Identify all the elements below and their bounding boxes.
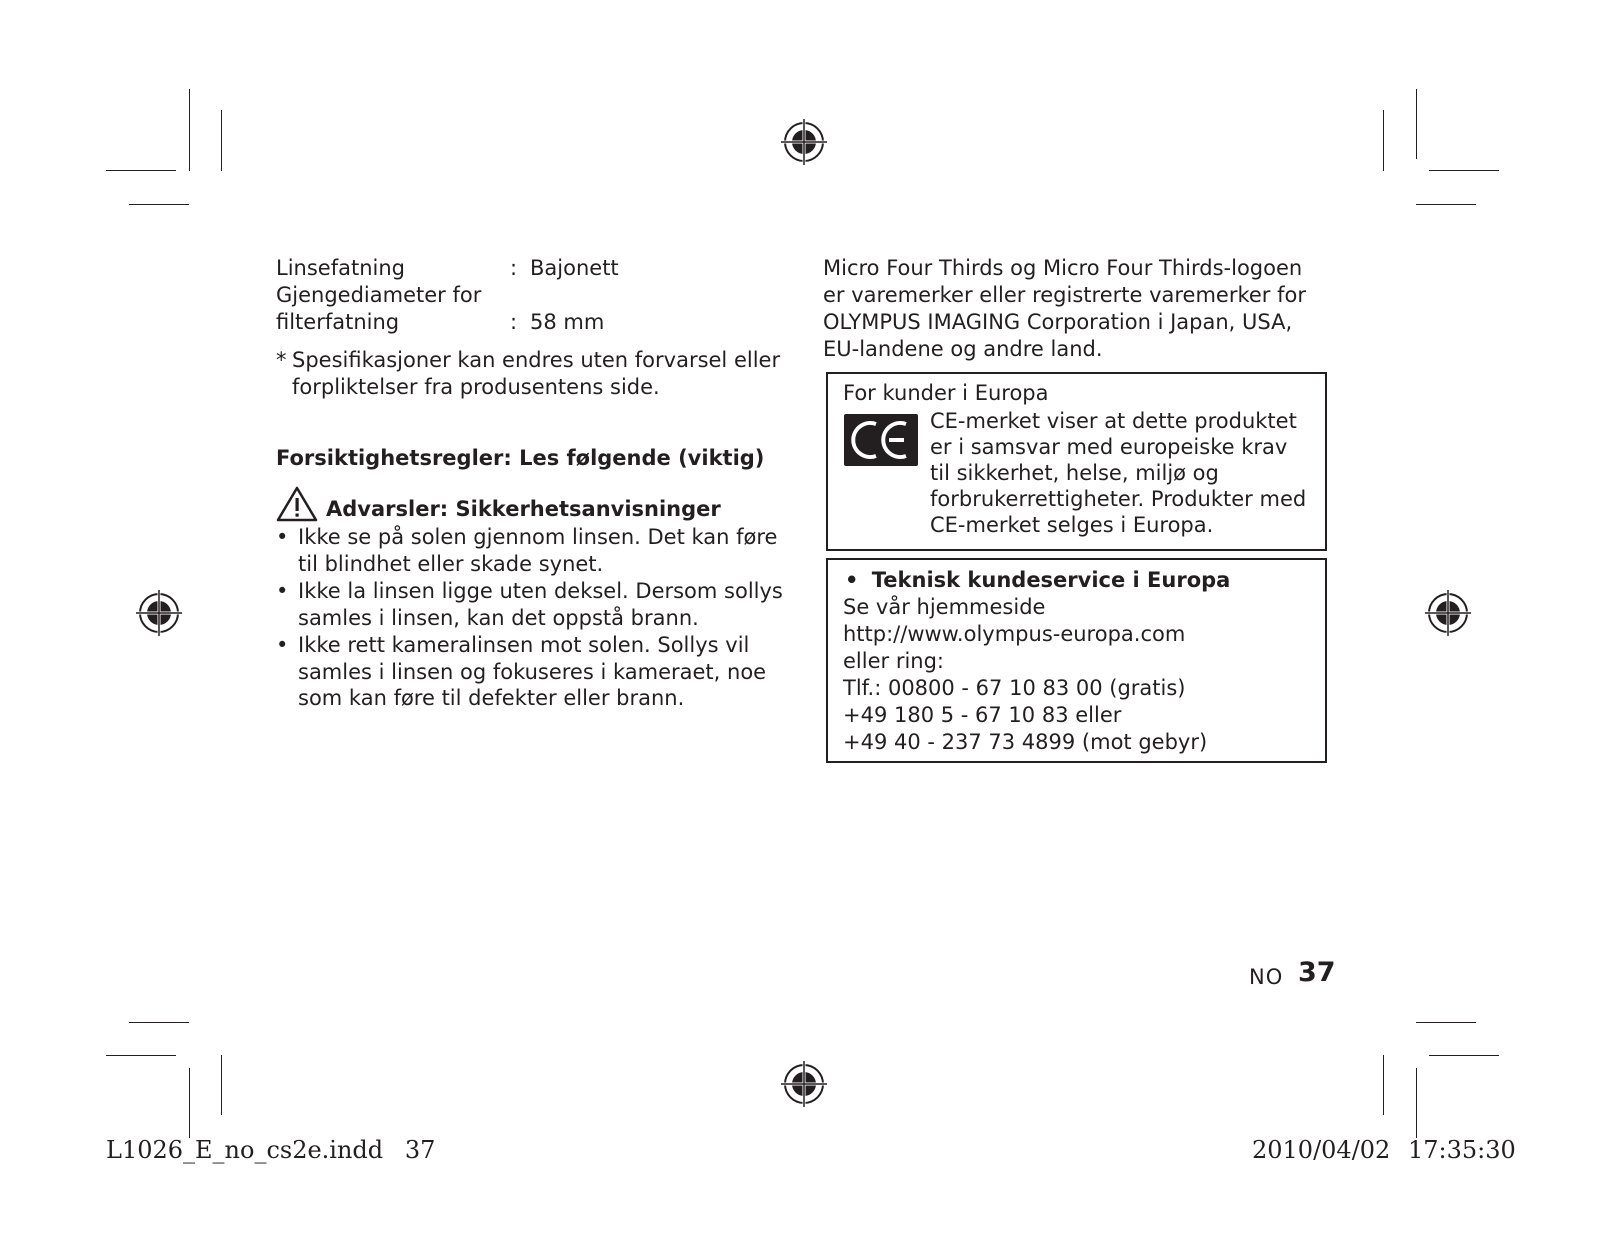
crop-mark [189, 89, 190, 171]
spec-label: Gjengediameter for [276, 283, 482, 307]
registration-mark-icon [1425, 590, 1471, 636]
page-number: 37 [1298, 957, 1336, 988]
crop-mark [1416, 89, 1417, 159]
service-title [845, 567, 1230, 594]
spec-label: filterfatning [276, 310, 400, 334]
spec-colon: : [510, 310, 518, 334]
slug-date: 2010/04/02 [1252, 1136, 1391, 1164]
slug-time: 17:35:30 [1408, 1136, 1516, 1164]
slug-filename: L1026_E_no_cs2e.indd [106, 1136, 384, 1164]
crop-mark [1429, 170, 1499, 171]
spec-value: Bajonett [530, 256, 619, 280]
paragraph-line: OLYMPUS IMAGING Corporation i Japan, USA, [823, 310, 1293, 334]
service-url[interactable]: http://www.olympus-europa.com [843, 622, 1186, 646]
spec-value: 58 mm [530, 310, 605, 334]
slug-page: 37 [404, 1136, 436, 1164]
service-phone: +49 180 5 - 67 10 83 eller [843, 703, 1122, 727]
ce-text-line: CE-merket viser at dette produktet [930, 409, 1297, 433]
crop-mark [189, 1068, 190, 1138]
note-line: forpliktelser fra produsentens side. [292, 374, 660, 399]
list-item-line: som kan føre til defekter eller brann. [298, 686, 685, 710]
paragraph-line: EU-landene og andre land. [823, 337, 1103, 361]
crop-mark [221, 1055, 222, 1115]
note-line: Spesifikasjoner kan endres uten forvarsel eller [292, 348, 781, 372]
service-title-text: Teknisk kundeservice i Europa [871, 568, 1231, 592]
paragraph-line: Micro Four Thirds og Micro Four Thirds-logoen [823, 256, 1303, 280]
asterisk-mark: * [276, 348, 287, 372]
spec-colon: : [510, 256, 518, 280]
warning-title: Advarsler: Sikkerhetsanvisninger [326, 497, 721, 521]
ce-text-line: forbrukerrettigheter. Produkter med [930, 487, 1307, 511]
ce-text-line: er i samsvar med europeiske krav [930, 435, 1288, 459]
list-item-line: samles i linsen og fokuseres i kameraet, noe [298, 659, 767, 684]
crop-mark [1416, 1022, 1476, 1023]
list-item-line: samles i linsen, kan det oppstå brann. [298, 605, 699, 630]
crop-mark [1416, 1068, 1417, 1138]
crop-mark [106, 170, 176, 171]
crop-mark [221, 110, 222, 171]
registration-mark-icon [781, 119, 827, 165]
service-phone: Tlf.: 00800 - 67 10 83 00 (gratis) [843, 676, 1186, 700]
crop-mark [1416, 204, 1476, 205]
warning-triangle-icon [276, 486, 318, 522]
bullet-mark: • [276, 525, 289, 549]
bullet-mark: • [845, 568, 859, 592]
list-item-line: Ikke se på solen gjennom linsen. Det kan føre [298, 525, 778, 549]
crop-mark [129, 204, 189, 205]
registration-mark-icon [136, 590, 182, 636]
ce-mark-icon [844, 414, 918, 466]
crop-mark [1429, 1055, 1499, 1056]
registration-mark-icon [781, 1061, 827, 1107]
paragraph-line: er varemerker eller registrerte varemerker for [823, 283, 1306, 307]
service-line: Se vår hjemmeside [843, 595, 1046, 619]
ce-text-line: til sikkerhet, helse, miljø og [930, 461, 1219, 485]
crop-mark [1383, 1055, 1384, 1115]
spec-label: Linsefatning [276, 256, 405, 280]
slug-file [106, 1136, 435, 1164]
crop-mark [129, 1022, 189, 1023]
page-language: NO [1249, 965, 1284, 989]
service-line: eller ring: [843, 649, 945, 673]
list-item-line: Ikke rett kameralinsen mot solen. Sollys vil [298, 633, 750, 657]
ce-box-title: For kunder i Europa [843, 381, 1049, 405]
list-item-line: Ikke la linsen ligge uten deksel. Dersom sollys [298, 579, 783, 603]
precautions-heading: Forsiktighetsregler: Les følgende (viktig) [276, 446, 765, 470]
bullet-mark: • [276, 579, 289, 603]
service-phone: +49 40 - 237 73 4899 (mot gebyr) [843, 730, 1208, 754]
ce-text-line: CE-merket selges i Europa. [930, 513, 1214, 537]
list-item-line: til blindhet eller skade synet. [298, 551, 604, 576]
crop-mark [1383, 110, 1384, 171]
crop-mark [106, 1055, 176, 1056]
bullet-mark: • [276, 633, 289, 657]
